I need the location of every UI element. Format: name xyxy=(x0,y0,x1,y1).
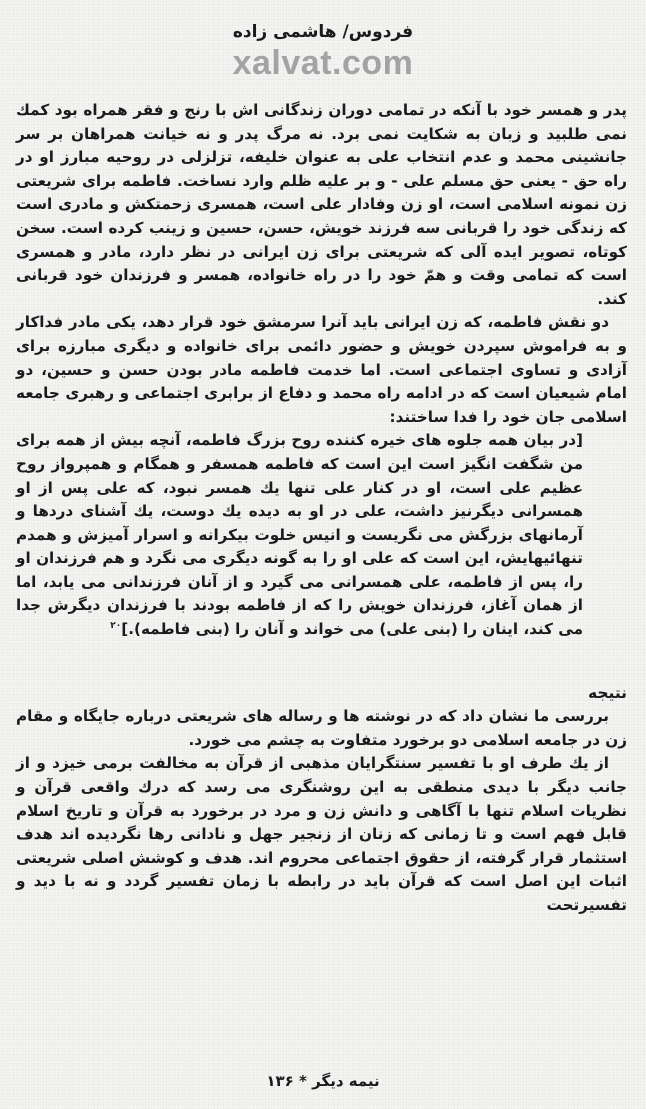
page-footer xyxy=(0,1072,646,1090)
section-gap xyxy=(16,642,627,682)
paragraph-two-roles: دو نقش فاطمه، که زن ایرانی باید آنرا سرمشق خود قرار دهد، یکی مادر فداکار و به فراموش سپردن خویش و حضور دائمی برای خانواده و دیگری مبارزه برای آزادی و تساوی اجتماعی است. اما خدمت فاطمه مادر بودن حسن و حسین، دو امام شیعیان است که در ادامه راه محمد و دفاع از برابری اجتماعی و رهبری جامعه اسلامی جان خود را فدا ساختند: xyxy=(16,313,627,426)
body-text xyxy=(16,99,627,918)
conclusion-paragraph-1: بررسی ما نشان داد که در نوشته ها و رساله های شریعتی درباره جایگاه و مقام زن در جامعه اسلامی دو برخورد متفاوت به چشم می خورد. xyxy=(16,707,627,749)
block-quote xyxy=(16,429,583,641)
footer-separator: * xyxy=(299,1072,307,1090)
running-head: فردوس/ هاشمی زاده xyxy=(232,22,414,42)
conclusion-paragraph-2: از یك طرف او با تفسیر سنتگرایان مذهبی از قرآن به مخالفت برمی خیزد و از جانب دیگر با دیدی منطقی به این روشنگری می رسد که درك واقعی قرآن و نظریات اسلام تنها با آگاهی و دانش زن و مرد در برخورد به قرآن و تاریخ اسلام قابل فهم است و تا زمانی که زنان از زنجیر جهل و نادانی رها نگردیده اند هدف استثمار قرار گرفته، از حقوق اجتماعی محروم اند. هدف و کوشش اصلی شریعتی اثبات این اصل است که قرآن باید در رابطه با زمان تفسیر گردد و نه با دید و تفسیرتحت xyxy=(16,754,627,914)
watermark: xalvat.com xyxy=(232,44,414,82)
journal-name: نیمه دیگر xyxy=(312,1072,380,1090)
quote-text: [در بیان همه جلوه های خیره کننده روح بزرگ فاطمه، آنچه بیش از همه برای من شگفت انگیز است این است که فاطمه همسفر و همگام و همپرواز روح عظیم علی است، او در کنار علی تنها یك همسر نبود، که علی پس از او همسرانی دیگرنیز داشت، علی در او به دیده یك دوست، یك آشنای دردها و آرمانهای بزرگش می نگریست و انیس خلوت بیکرانه و اسرار آمیزش و همدم تنهائیهایش، این است که علی او را به گونه دیگری می نگرد و هم فرزندان او را، پس از فاطمه، علی همسرانی می گیرد و از آنان فرزندانی می یابد، اما از همان آغاز، فرزندان خویش را که از فاطمه بودند با فرزندان دیگرش جدا می کند، اینان را (بنی علی) می خواند و آنان را (بنی فاطمه).] xyxy=(16,431,583,639)
paragraph-continuation: پدر و همسر خود با آنکه در تمامی دوران زندگانی اش با رنج و فقر همراه بود کمك نمی طلبید و زبان به شکایت نمی برد. نه مرگ پدر و نه خیانت همراهان بر سر جانشینی محمد و عدم انتخاب علی به عنوان خلیفه، تزلزلی در روحیه مبارز او در راه حق - یعنی حق مسلم علی - و بر علیه ظلم وارد نساخت. فاطمه برای شریعتی زن نمونه اسلامی است، او زن وفادار علی است، همسری زحمتکش و مادری است که زندگی خود را قربانی سه فرزند خویش، حسن، حسین و زینب کرده است. سخن کوتاه، تصویر ایده آلی که شریعتی برای زن ایرانی در نظر دارد، مادر و همسری است که تمامی وقت و همّ خود را در راه خانواده، همسر و فرزندان خود قربانی کند. xyxy=(16,101,627,308)
section-heading-conclusion: نتیجه xyxy=(587,683,627,702)
page-number: ۱۳۶ xyxy=(266,1072,294,1090)
footnote-reference[interactable]: ۲۰ xyxy=(110,621,122,631)
